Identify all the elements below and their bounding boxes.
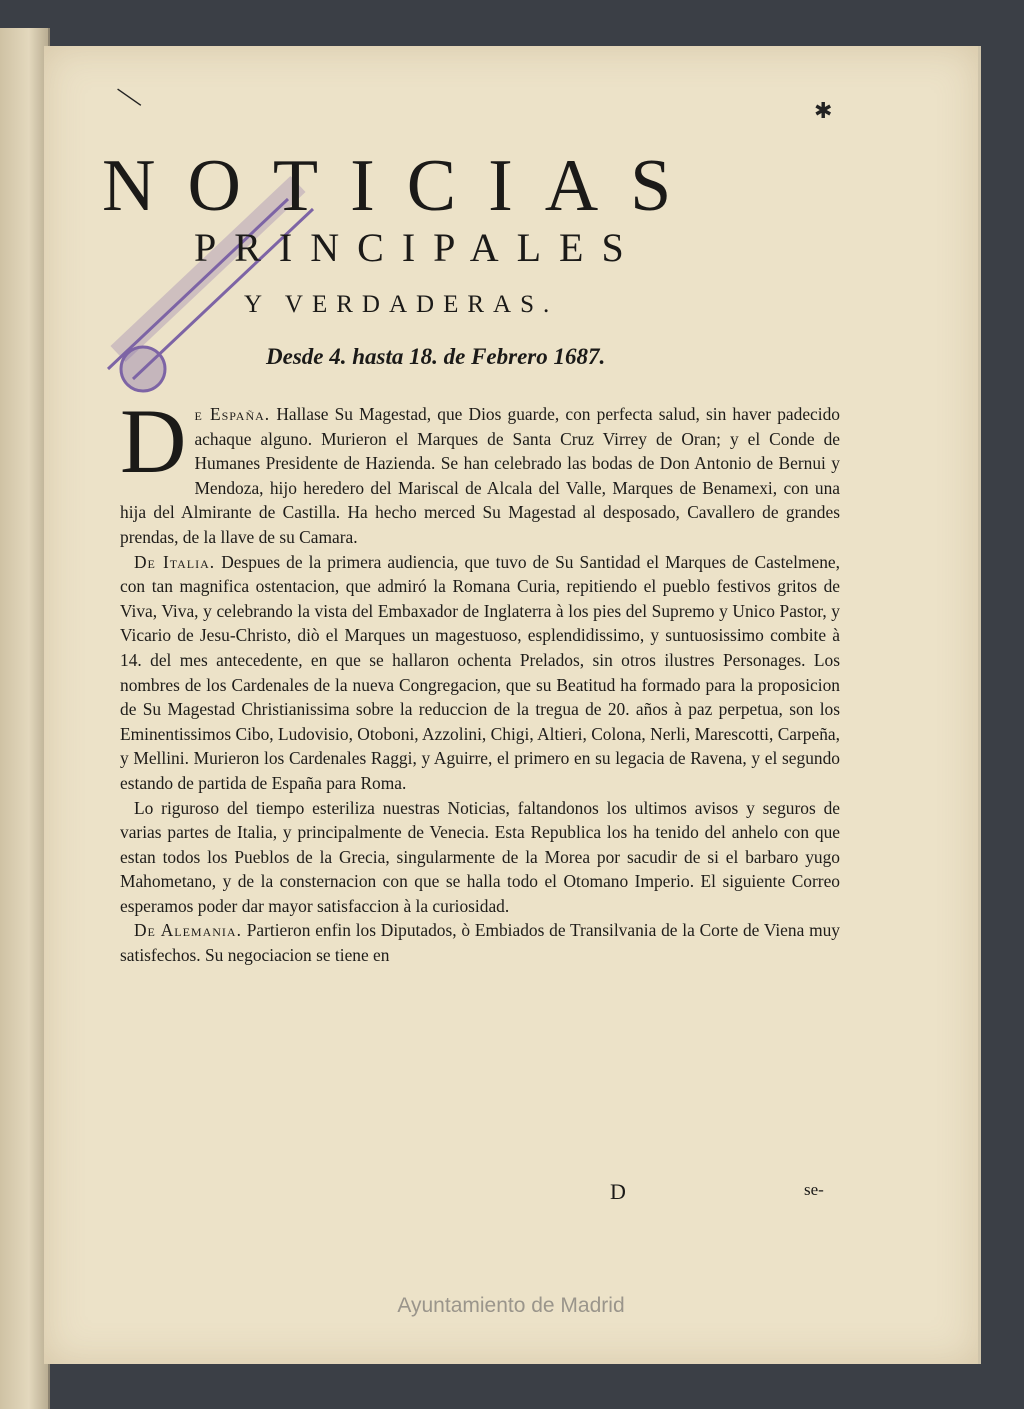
paragraph-spain	[120, 390, 840, 550]
paragraph-venice	[120, 796, 840, 919]
masthead-title: NOTICIAS	[102, 145, 704, 227]
newspaper-page	[44, 46, 981, 1364]
ink-mark: —	[109, 74, 151, 117]
paragraph-text: Despues de la primera audiencia, que tuvo de Su Santidad el Marques de Castelmene, con tan magnifica ostentacion, que admiró la Romana Curia, repitiendo el pueblo festivos gritos de Viva, Viva, y celebrando la vista del Embaxador de Inglaterra à los pies del Supremo y Unico Pastor, y Vicario de Jesu-Christo, diò el Marques un magestuoso, esplendidissimo, y suntuosissimo combite à 14. del mes antecedente, en que se hallaron ochenta Prelados, sin otros ilustres Personages. Los nombres de los Cardenales de la nueva Congregacion, que su Beatitud ha formado para la proposicion de Su Magestad Christianissima sobre la reduccion de la tregua de 20. años à paz perpetua, son los Eminentissimos Cibo, Ludovisio, Otoboni, Azzolini, Chigi, Altieri, Colona, Nerli, Marescotti, Carpeña, y Mellini. Murieron los Cardenales Raggi, y Aguirre, el primero en su legacia de Ravena, y el segundo estando de partida de España para Roma.	[120, 551, 840, 793]
paragraph-italy	[120, 550, 840, 796]
issue-date: Desde 4. hasta 18. de Febrero 1687.	[266, 344, 606, 369]
previous-page-edge	[0, 28, 50, 1409]
ornament-mark: ✱	[814, 98, 833, 123]
masthead-tagline: Y VERDADERAS.	[244, 291, 559, 318]
article-body	[120, 390, 841, 968]
paragraph-text: Hallase Su Magestad, que Dios guarde, con perfecta salud, sin haver padecido achaque alguno. Murieron el Marques de Santa Cruz Virrey de Oran; y el Conde de Humanes Presidente de Hazienda. Se han celebrado las bodas de Don Antonio de Bernui y Mendoza, hijo heredero del Mariscal de Alcala del Valle, Marques de Benamexi, con una hija del Almirante de Castilla. Ha hecho merced Su Magestad al desposado, Cavallero de grandes prendas, de la llave de su Camara.	[120, 404, 840, 547]
paragraph-text: Lo riguroso del tiempo esteriliza nuestras Noticias, faltandonos los ultimos avisos y seguros de varias partes de Italia, y principalmente de Venecia. Esta Republica los ha tenido del anhelo con que estan todos los Pueblos de la Grecia, singularmente de la Morea por sacudir de si el barbaro yugo Mahometano, y de la consternacion con que se halla todo el Otomano Imperio. El siguiente Correo esperamos poder dar mayor satisfaccion à la curiosidad.	[120, 797, 840, 916]
drop-cap: D	[120, 390, 187, 492]
masthead-subtitle: PRINCIPALES	[194, 225, 642, 270]
watermark: Ayuntamiento de Madrid	[397, 1294, 625, 1317]
section-head-spain: e España.	[194, 404, 271, 424]
catchword: se-	[804, 1180, 824, 1199]
section-head-germany: De Alemania.	[134, 920, 242, 941]
paragraph-text: Partieron enfin los Diputados, ò Embiados de Transilvania de la Corte de Viena muy satisfechos. Su negociacion se tiene en	[120, 920, 841, 966]
section-head-italy: De Italia.	[134, 551, 216, 572]
paragraph-germany	[120, 918, 840, 967]
signature-mark: D	[610, 1179, 626, 1204]
